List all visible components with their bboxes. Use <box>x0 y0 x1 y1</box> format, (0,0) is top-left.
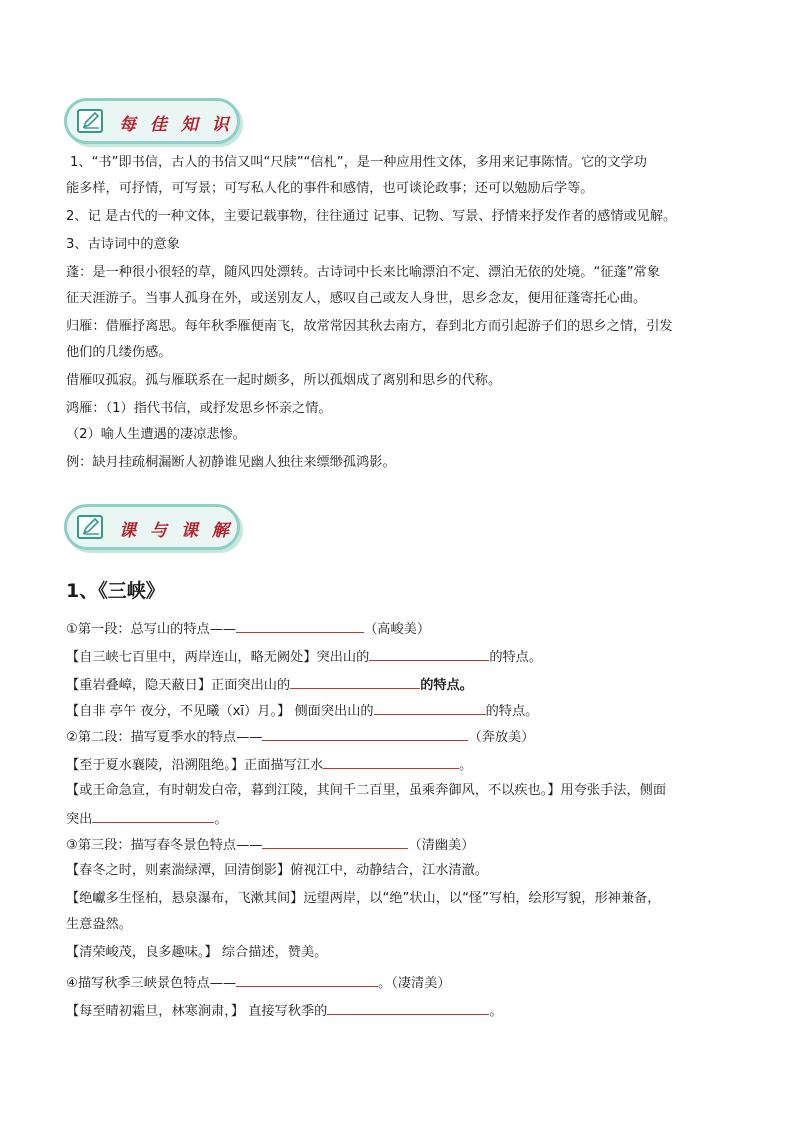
answer-blank[interactable] <box>236 972 378 987</box>
answer-blank[interactable] <box>92 808 214 823</box>
lesson-line: 【至于夏水襄陵，沿溯阻绝。】正面描写江水 。 <box>66 754 472 775</box>
answer-blank[interactable] <box>262 834 408 849</box>
section-banner-lesson <box>64 504 240 550</box>
knowledge-line: 鸿雁：（1）指代书信，或抒发思乡怀亲之情。 <box>66 401 332 416</box>
lesson-line: 【每至晴初霜旦，林寒涧肃，】 直接写秋季的 。 <box>66 1000 503 1021</box>
pencil-note-icon <box>77 109 103 133</box>
lesson-line: 【自非 亭午 夜分，不见曦（xī）月。】 侧面突出山的 的特点。 <box>66 700 538 721</box>
lesson-line: 【或王命急宣，有时朝发白帝，暮到江陵，其间千二百里，虽乘奔御风，不以疾也。】用夸张手法，侧面 <box>66 783 667 798</box>
lesson-line: 【清荣峻茂，良多趣味。】 综合描述，赞美。 <box>66 945 328 960</box>
lesson-line: ②第二段：描写夏季水的特点—— （奔放美） <box>66 726 534 747</box>
knowledge-line: 征天涯游子。当事人孤身在外，或送别友人，感叹自己或友人身世，思乡念友，便用征蓬寄托心曲。 <box>66 291 647 306</box>
lesson-line: ③第三段：描写春冬景色特点—— （清幽美） <box>66 834 474 855</box>
knowledge-line: 归雁：借雁抒离思。每年秋季雁便南飞，故常常因其秋去南方，春到北方而引起游子们的思乡之情，引发 <box>66 319 673 334</box>
knowledge-line: 2、记 是古代的一种文体，主要记载事物，往往通过 记事、记物、写景、抒情来抒发作者的感情或见解。 <box>66 209 677 224</box>
answer-blank[interactable] <box>290 674 420 689</box>
pencil-note-icon <box>77 515 103 539</box>
lesson-line: ①第一段：总写山的特点—— （高峻美） <box>66 618 430 639</box>
knowledge-line: 1、“书”即书信，古人的书信又叫“尺牍”“信札”，是一种应用性文体，多用来记事陈情。它的文学功 <box>70 155 647 170</box>
lesson-line: 【自三峡七百里中，两岸连山，略无阙处】突出山的 的特点。 <box>66 646 542 667</box>
lesson-line: 【重岩叠嶂，隐天蔽日】正面突出山的 的特点。 <box>66 674 473 695</box>
answer-blank[interactable] <box>323 754 459 769</box>
knowledge-line: 蓬：是一种很小很轻的草，随风四处漂转。古诗词中长来比喻漂泊不定、漂泊无依的处境。“征蓬”常象 <box>66 265 660 280</box>
knowledge-line: 他们的几缕伤感。 <box>66 345 172 360</box>
answer-blank[interactable] <box>374 700 486 715</box>
knowledge-line: （2）喻人生遭遇的凄凉悲惨。 <box>66 427 246 442</box>
knowledge-line: 例：缺月挂疏桐漏断人初静谁见幽人独往来缥缈孤鸿影。 <box>66 455 396 470</box>
knowledge-line: 3、古诗词中的意象 <box>66 237 180 252</box>
answer-blank[interactable] <box>327 1000 489 1015</box>
knowledge-line: 借雁叹孤寂。孤与雁联系在一起时颇多，所以孤烟成了离别和思乡的代称。 <box>66 373 502 388</box>
lesson-line: 生意盎然。 <box>66 917 132 932</box>
section-title: 课 与 课 解 <box>119 521 233 541</box>
knowledge-line: 能多样，可抒情，可写景；可写私人化的事件和感情，也可谈论政事；还可以勉励后学等。 <box>66 181 594 196</box>
section-banner-knowledge <box>64 98 240 144</box>
lesson-line: 突出 。 <box>66 808 228 829</box>
answer-blank[interactable] <box>369 646 489 661</box>
answer-blank[interactable] <box>262 726 468 741</box>
lesson-heading: 1、《三峡》 <box>66 580 165 602</box>
section-title: 每 佳 知 识 <box>119 115 233 135</box>
lesson-line: 【绝巘多生怪柏，悬泉瀑布，飞漱其间】远望两岸，以“绝”状山，以“怪”写柏，绘形写貌，形神兼备， <box>66 891 661 906</box>
lesson-line: ④描写秋季三峡景色特点—— 。（凄清美） <box>66 972 451 993</box>
lesson-line: 【春冬之时，则素湍绿潭，回清倒影】俯视江中，动静结合，江水清澈。 <box>66 863 488 878</box>
answer-blank[interactable] <box>236 618 364 633</box>
